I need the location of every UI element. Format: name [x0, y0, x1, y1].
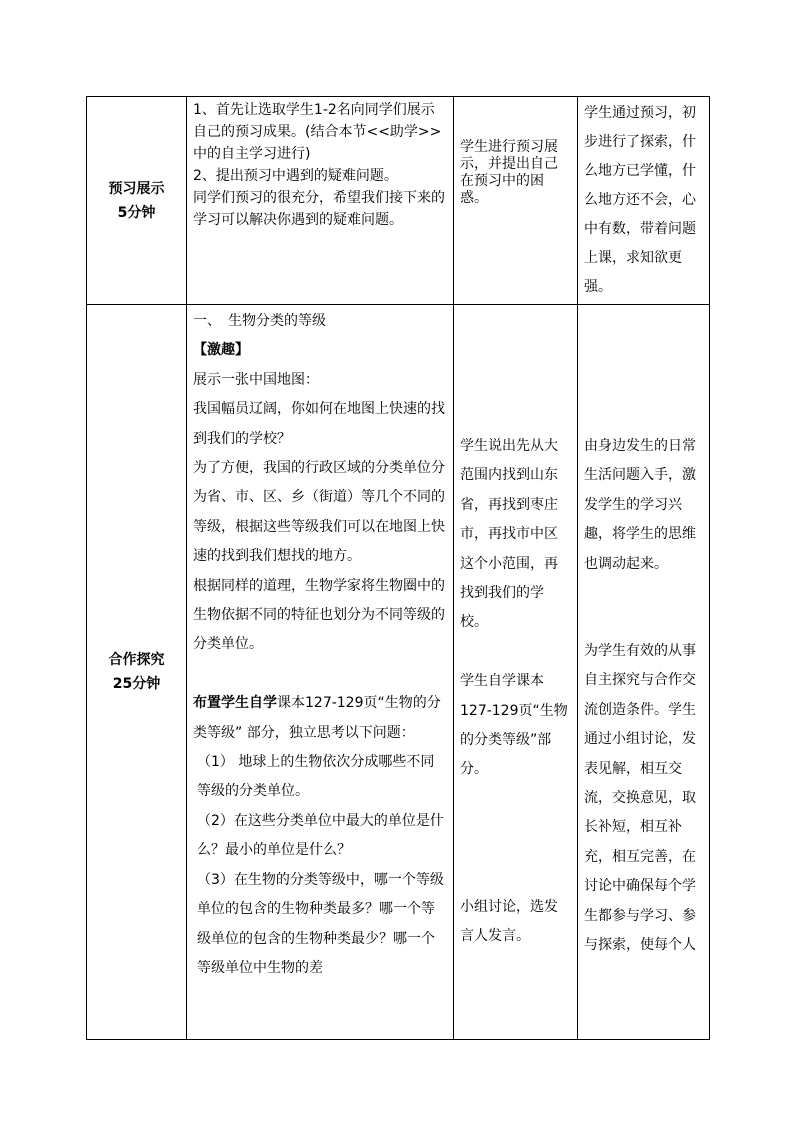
- assignment-bold: 布置学生自学: [193, 695, 277, 712]
- student-activity: 学生进行预习展示，并提出自己在预习中的困惑。: [460, 139, 558, 206]
- stage-name: 预习展示: [108, 180, 165, 197]
- design-intent: 学生通过预习，初步进行了探索，什么地方已学懂，什么地方还不会，心中有数，带着问题上课，求知欲更强。: [584, 105, 696, 295]
- intent-cell-cooperate: [578, 305, 710, 1040]
- stage-time: 5分钟: [117, 204, 156, 221]
- teacher-line: 展示一张中国地图：: [193, 371, 319, 388]
- question-1: （1） 地球上的生物依次分成哪些不同等级的分类单位。: [197, 754, 435, 800]
- teacher-line: 为了方便，我国的行政区域的分类单位分为省、市、区、乡（街道）等几个不同的等级，根据这些等级我们可以在地图上快速的找到我们想找的地方。: [193, 460, 445, 565]
- stage-name: 合作探究: [108, 652, 165, 668]
- design-intent: 由身边发生的日常生活问题入手，激发学生的学习兴趣，将学生的思维也调动起来。: [584, 438, 696, 572]
- student-activity: 小组讨论，选发言人发言。: [460, 898, 558, 945]
- student-cell-preview: [454, 97, 578, 305]
- teacher-cell-cooperate: [187, 305, 454, 1040]
- student-cell-cooperate: [454, 305, 578, 1040]
- section-heading: 一、 生物分类的等级: [193, 313, 326, 329]
- teacher-line: 2、提出预习中遇到的疑难问题。: [193, 168, 398, 184]
- stage-cell-preview: [87, 97, 187, 305]
- teacher-line: 根据同样的道理，生物学家将生物圈中的生物依据不同的特征也划分为不同等级的分类单位。: [193, 577, 445, 653]
- assignment-line: [193, 689, 447, 748]
- question-2: （2）在这些分类单位中最大的单位是什么？最小的单位是什么？: [197, 812, 444, 859]
- question-3: （3）在生物的分类等级中，哪一个等级单位的包含的生物种类最多？哪一个等级单位的包含的生物种类最少？哪一个等级单位中生物的差: [197, 871, 444, 976]
- lesson-plan-table: [86, 96, 710, 1040]
- stage-time: 25分钟: [112, 676, 161, 692]
- teacher-line: 同学们预习的很充分，希望我们接下来的学习可以解决你遇到的疑难问题。: [193, 190, 445, 228]
- teacher-cell-preview: [187, 97, 454, 305]
- assignment-text: 课本127-129页“生物的分类等级” 部分，独立思考以下问题：: [193, 695, 441, 741]
- teacher-line: 1、首先让选取学生1-2名向同学们展示自己的预习成果。(结合本节<<助学>> 中的自主学习进行): [193, 102, 442, 162]
- student-activity: 学生自学课本127-129页“生物的分类等级”部分。: [460, 673, 568, 778]
- student-activity: 学生说出先从大范围内找到山东省，再找到枣庄市，再找市中区这个小范围，再找到我们的学校。: [460, 438, 558, 631]
- stage-cell-cooperate: [87, 305, 187, 1040]
- teacher-line: 我国幅员辽阔，你如何在地图上快速的找到我们的学校？: [193, 401, 445, 447]
- table-row-preview: [87, 97, 710, 305]
- section-tag: 【激趣】: [193, 342, 249, 359]
- table-row-cooperate: [87, 305, 710, 1040]
- design-intent: 为学生有效的从事自主探究与合作交流创造条件。学生通过小组讨论，发表见解，相互交流，交换意见，取长补短，相互补充，相互完善，在讨论中确保每个学生都参与学习、参与探索，使每个人: [584, 643, 696, 954]
- intent-cell-preview: [578, 97, 710, 305]
